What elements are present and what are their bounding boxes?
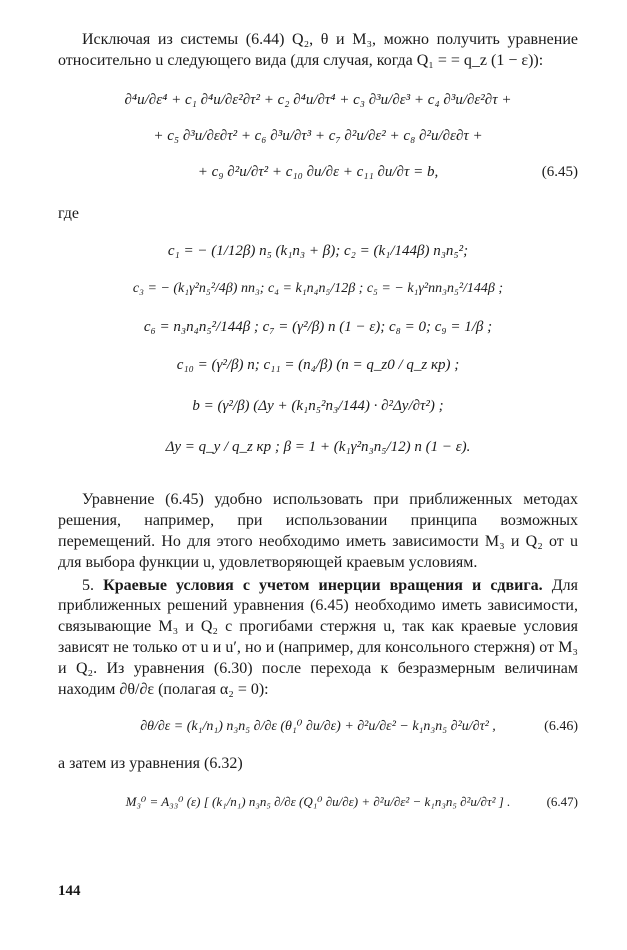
eq-6-45-line-3-text: + c₉ ∂²u/∂τ² + c₁₀ ∂u/∂ε + c₁₁ ∂u/∂τ = b, — [197, 163, 439, 180]
coeff-row-4: c₁₀ = (γ²/β) n; c₁₁ = (n₄/β) (n = q_z0 / q_z кр) ; — [176, 357, 460, 374]
section-number: 5. — [82, 576, 94, 594]
intro-paragraph: Исключая из системы (6.44) Q₂, θ и M₃, можно получить уравнение относительно u следующего вида (для случая, когда Q₁ = = q_z (1 − ε)): — [58, 31, 578, 69]
eq-6-45-line-3 — [58, 154, 578, 190]
coeff-row-3: c₆ = n₃n₄n₅²/144β ; c₇ = (γ²/β) n (1 − ε); c₈ = 0; c₉ = 1/β ; — [143, 319, 493, 336]
equation-6-47 — [58, 785, 578, 819]
section-5-paragraph — [58, 576, 578, 701]
coeff-row-6: Δy = q_y / q_z кр ; β = 1 + (k₁γ²n₃n₅/12) n (1 − ε). — [165, 439, 471, 456]
eq-6-47-number: (6.47) — [546, 794, 578, 810]
equation-6-46 — [58, 710, 578, 744]
coefficients-block — [58, 232, 578, 466]
coeff-row-2: c₃ = − (k₁γ²n₅²/4β) nn₃; c₄ = k₁n₄n₅/12β ; c₅ = − k₁γ²nn₃n₅²/144β ; — [132, 281, 504, 297]
section-text: Для приближенных решений уравнения (6.45) необходимо иметь зависимости, связывающие M₃ и Q₂ с прогибами стержня u, так как краевые условия зависят не только от u и u′, но и (например, для консольного стержня) от M₃ и Q₂. Из уравнения (6.30) после перехода к безразмерным величинам находим ∂θ/∂ε (полагая α₂ = 0): — [58, 576, 578, 698]
eq-6-45-number: (6.45) — [541, 163, 578, 180]
coeff-row-5: b = (γ²/β) (Δy + (k₁n₅²n₃/144) · ∂²Δy/∂τ²) ; — [192, 398, 444, 415]
where-label: где — [58, 204, 80, 222]
page-body — [58, 30, 578, 819]
paragraph-usage: Уравнение (6.45) удобно использовать при приближенных методах решения, например, при использовании принципа возможных перемещений. Но для этого необходимо иметь зависимости M₃ и Q₂ от u для выбора функции u, удовлетворяющей краевым условиям. — [58, 491, 578, 571]
section-title: Краевые условия с учетом инерции вращения и сдвига. — [103, 576, 543, 594]
then-label: а затем из уравнения (6.32) — [58, 755, 243, 773]
eq-6-47-formula: M₃⁰ = A₃₃⁰ (ε) [ (k₁/n₁) n₃n₅ ∂/∂ε (Q₁⁰ ∂u/∂ε) + ∂²u/∂ε² − k₁n₃n₅ ∂²u/∂τ² ] . — [125, 794, 511, 810]
coeff-row-1: c₁ = − (1/12β) n₅ (k₁n₃ + β); c₂ = (k₁/144β) n₃n₅²; — [167, 243, 469, 260]
eq-6-45-line-2: + c₅ ∂³u/∂ε∂τ² + c₆ ∂³u/∂τ³ + c₇ ∂²u/∂ε² + c₈ ∂²u/∂ε∂τ + — [153, 127, 483, 144]
equation-6-45 — [58, 82, 578, 190]
eq-6-45-line-1: ∂⁴u/∂ε⁴ + c₁ ∂⁴u/∂ε²∂τ² + c₂ ∂⁴u/∂τ⁴ + c₃ ∂³u/∂ε³ + c₄ ∂³u/∂ε²∂τ + — [124, 91, 512, 108]
eq-6-46-formula: ∂θ/∂ε = (k₁/n₁) n₃n₅ ∂/∂ε (θ₁⁰ ∂u/∂ε) + ∂²u/∂ε² − k₁n₃n₅ ∂²u/∂τ² , — [140, 719, 496, 735]
eq-6-46-number: (6.46) — [544, 719, 578, 735]
page-number: 144 — [58, 883, 81, 899]
